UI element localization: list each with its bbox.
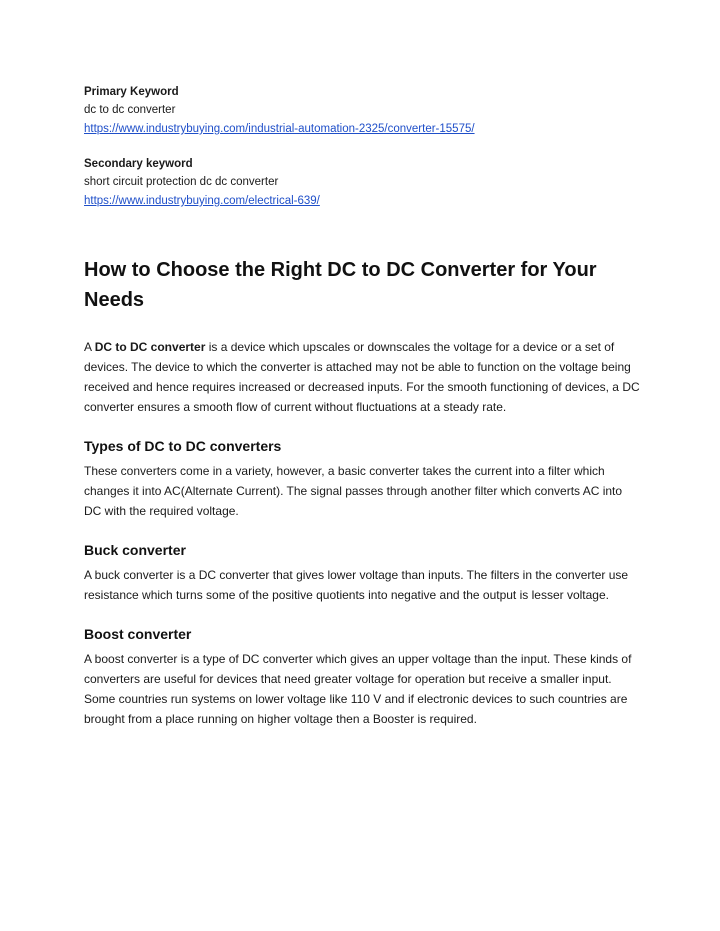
secondary-keyword-term: short circuit protection dc dc converter — [84, 176, 279, 188]
intro-rest: is a device which upscales or downscales the voltage for a device or a set of devices. The device to which the converter is attached may not be able to function on the voltage being received and hence requires increased or decreased inputs. For the smooth functioning of devices, a DC converter ensures a smooth flow of current without fluctuations at a steady rate. — [84, 340, 640, 414]
section-heading-types: Types of DC to DC converters — [84, 438, 282, 454]
secondary-keyword-label: Secondary keyword — [84, 158, 193, 170]
section-heading-boost: Boost converter — [84, 626, 192, 642]
article-title: How to Choose the Right DC to DC Converter for Your Needs — [84, 259, 597, 311]
section-boost — [84, 624, 640, 729]
section-heading-buck: Buck converter — [84, 542, 186, 558]
primary-keyword-term: dc to dc converter — [84, 104, 176, 116]
intro-prefix: A — [84, 340, 95, 354]
section-body-buck: A buck converter is a DC converter that gives lower voltage than inputs. The filters in the converter use resistance which turns some of the positive quotients into negative and the output is lesser voltage. — [84, 568, 629, 602]
section-body-types: These converters come in a variety, however, a basic converter takes the current into a filter which changes it into AC(Alternate Current). The signal passes through another filter which converts AC into DC with the required voltage. — [84, 464, 623, 518]
secondary-keyword-block — [84, 156, 640, 211]
secondary-keyword-link[interactable]: https://www.industrybuying.com/electrical-639/ — [84, 195, 320, 207]
document-page — [84, 84, 640, 729]
section-buck — [84, 540, 640, 605]
section-types — [84, 436, 640, 521]
intro-bold-term: DC to DC converter — [94, 340, 206, 354]
primary-keyword-block — [84, 84, 640, 139]
primary-keyword-label: Primary Keyword — [84, 86, 179, 98]
section-body-boost: A boost converter is a type of DC converter which gives an upper voltage than the input. These kinds of converters are useful for devices that need greater voltage for operation but receive a smaller input. Some countries run systems on lower voltage like 110 V and if electronic devices to such countries are brought from a place running on higher voltage then a Booster is required. — [84, 652, 632, 726]
primary-keyword-link[interactable]: https://www.industrybuying.com/industrial-automation-2325/converter-15575/ — [84, 123, 475, 135]
intro-paragraph — [84, 337, 640, 417]
